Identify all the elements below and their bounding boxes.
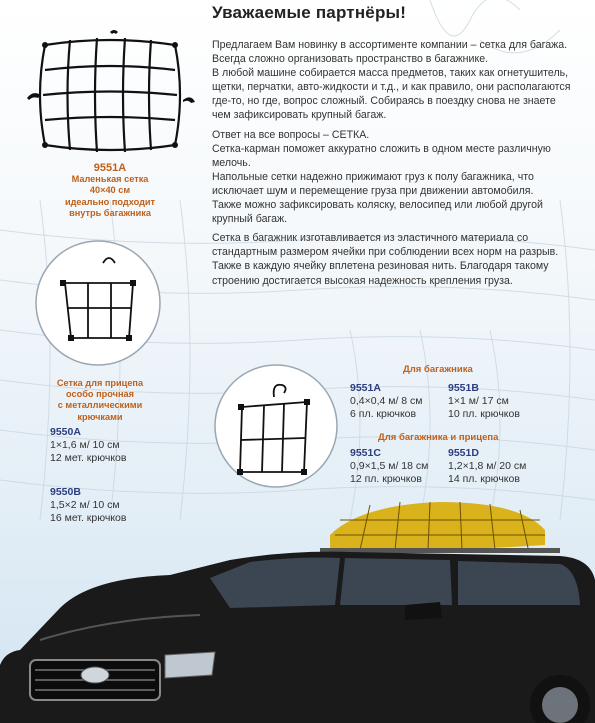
trunk-net-image [212,362,340,490]
product-code: 9551B [448,382,479,394]
small-net-caption [30,163,190,219]
product-code: 9551A [350,382,381,394]
intro-paragraph: Сетка в багажник изготавливается из эластичного материала со стандартным размером ячейки при соблюдении всех норм на разрыв. Также в каждую ячейку вплетена резиновая нить. Благодаря такому строению достигается высокая надежность крепления груза. [212,232,559,287]
product-hooks: 10 пл. крючков [448,408,520,420]
product-code: 9550B [50,486,81,498]
product-size: 1×1 м/ 17 см [448,395,509,407]
product-hooks: 14 пл. крючков [448,473,520,485]
product-9551D [448,447,526,486]
intro-paragraph: В любой машине собирается масса предметов, таких как огнетушитель, щетки, перчатки, авто-жидкости и т.д., и как правило, они располагаются где-то, но где, вопрос сложный. Собираясь в поездку снова не знаете чем зафиксировать крупный багаж. [212,67,571,122]
product-9550A [50,426,126,465]
product-hooks: 12 пл. крючков [350,473,422,485]
intro-paragraph: Ответ на все вопросы – СЕТКА. [212,128,370,141]
product-hooks: 6 пл. крючков [350,408,417,420]
product-size: 1,2×1,8 м/ 20 см [448,460,527,472]
product-size: 1×1,6 м/ 10 см [50,439,120,451]
trunk-table-heading: Для багажника [403,364,473,375]
product-9551B [448,382,520,421]
intro-paragraph: Напольные сетки надежно прижимают груз к полу багажника, что исключает шум и перемещение груза при движении автомобиля. [212,170,534,197]
small-net-line: Маленькая сетка [71,174,149,185]
trailer-caption-line: особо прочная [66,389,134,400]
small-net-line: идеально подходит [64,196,156,207]
small-net-line: внутрь багажника [69,207,151,218]
product-9551A [350,382,423,421]
product-9551C [350,447,428,486]
intro-paragraph: Предлагаем Вам новинку в ассортименте компании – сетка для багажа. [212,39,568,51]
intro-paragraph: Также можно зафиксировать коляску, велосипед или любой другой крупный багаж. [212,199,543,226]
intro-paragraph: Сетка-карман поможет аккуратно сложить в одном месте различную мелочь. [212,142,551,169]
trailer-caption-line: крючками [77,411,123,422]
trailer-net-image [33,238,163,368]
small-net-code: 9551A [93,162,127,174]
small-net-line: 40×40 см [89,185,131,196]
small-net-image [25,30,195,160]
product-size: 1,5×2 м/ 10 см [50,499,120,511]
product-hooks: 12 мет. крючков [50,452,127,464]
product-code: 9551C [350,447,381,459]
trailer-caption-line: с металлическими [57,400,143,411]
intro-text [212,38,577,293]
trunk-trailer-table-heading: Для багажника и прицепа [378,432,499,443]
page-title: Уважаемые партнёры! [212,3,407,22]
product-size: 0,4×0,4 м/ 8 см [350,395,423,407]
product-hooks: 16 мет. крючков [50,512,127,524]
intro-paragraph: Всегда сложно организовать пространство в багажнике. [212,53,489,66]
product-size: 0,9×1,5 м/ 18 см [350,460,429,472]
trailer-caption-line: Сетка для прицепа [56,378,144,388]
product-code: 9551D [448,447,479,459]
product-code: 9550A [50,426,81,438]
suv-with-roof-net-image [0,490,595,723]
trailer-net-caption [30,378,170,423]
